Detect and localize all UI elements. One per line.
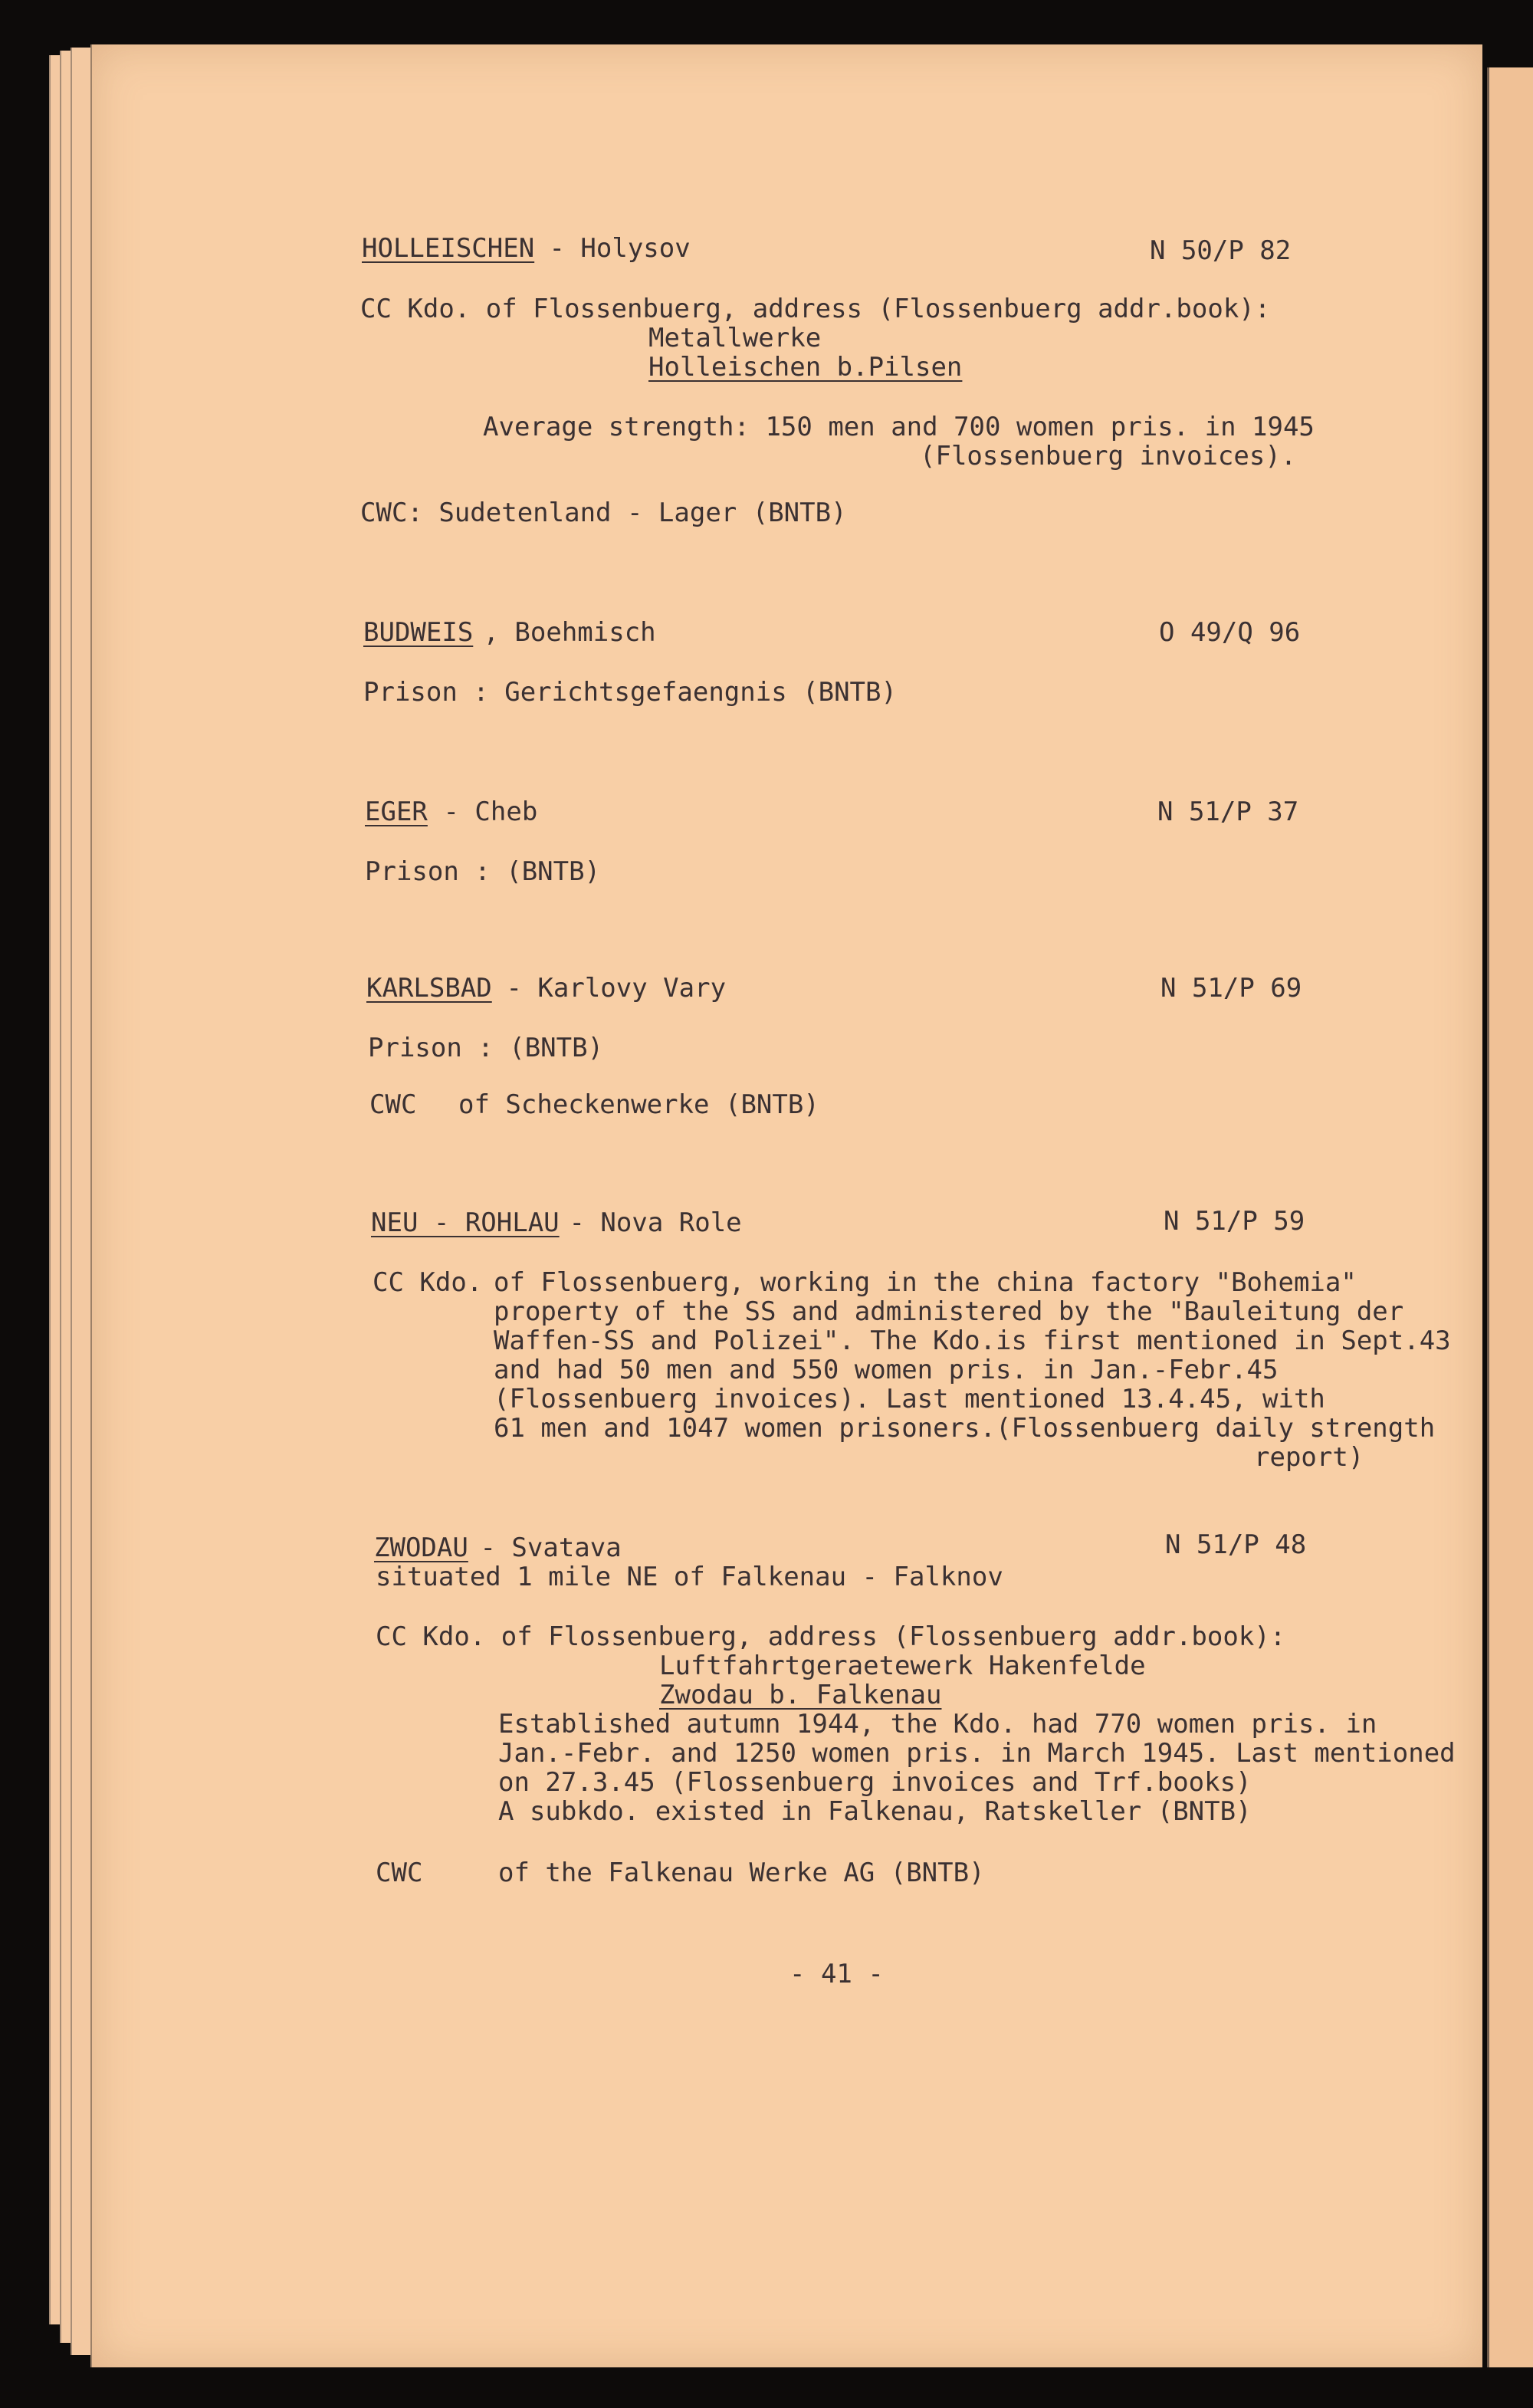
- strength-line: Average strength: 150 men and 700 women pris. in 1945: [483, 412, 1315, 442]
- paragraph-line: 61 men and 1047 women prisoners.(Flossenbuerg daily strength: [494, 1413, 1436, 1444]
- place-alt-name: - Cheb: [428, 797, 538, 827]
- cwc-label: CWC: [376, 1858, 423, 1888]
- strength-line: (Flossenbuerg invoices).: [920, 441, 1297, 471]
- paragraph-line: and had 50 men and 550 women pris. in Jan.-Febr.45: [494, 1355, 1279, 1385]
- cwc-line: CWC: Sudetenland - Lager (BNTB): [360, 498, 847, 528]
- situated-line: situated 1 mile NE of Falkenau - Falknov: [376, 1562, 1003, 1592]
- paragraph-line: Waffen-SS and Polizei". The Kdo.is first mentioned in Sept.43: [494, 1326, 1451, 1356]
- entry-line: CC Kdo. of Flossenbuerg, address (Flossenbuerg addr.book):: [360, 294, 1271, 324]
- entry-line: Prison : Gerichtsgefaengnis (BNTB): [363, 677, 897, 708]
- cwc-text: of Scheckenwerke (BNTB): [458, 1089, 819, 1120]
- place-name: HOLLEISCHEN: [362, 233, 535, 264]
- paragraph-line: Established autumn 1944, the Kdo. had 770 women pris. in: [498, 1709, 1377, 1739]
- entry-line: CC Kdo. of Flossenbuerg, address (Flossenbuerg addr.book):: [376, 1621, 1286, 1652]
- map-reference: N 51/P 48: [1165, 1529, 1307, 1560]
- place-alt-name: - Svatava: [464, 1533, 622, 1563]
- address-line: Metallwerke: [648, 323, 822, 353]
- place-name: BUDWEIS: [363, 617, 474, 648]
- place-name: EGER: [365, 797, 428, 827]
- place-name: ZWODAU: [374, 1533, 468, 1563]
- place-alt-name: - Holysov: [533, 233, 691, 264]
- map-reference: N 51/P 69: [1160, 973, 1302, 1004]
- address-line: Luftfahrtgeraetewerk Hakenfelde: [659, 1651, 1146, 1681]
- map-reference: N 51/P 59: [1164, 1206, 1305, 1237]
- address-line: Holleischen b.Pilsen: [648, 352, 963, 383]
- entry-label: CC Kdo.: [373, 1267, 483, 1298]
- paragraph-line: property of the SS and administered by the "Bauleitung der: [494, 1296, 1404, 1327]
- paragraph-line: A subkdo. existed in Falkenau, Ratskeller (BNTB): [498, 1796, 1252, 1827]
- paragraph-line: Jan.-Febr. and 1250 women pris. in March 1945. Last mentioned: [498, 1738, 1456, 1769]
- map-reference: O 49/Q 96: [1159, 617, 1301, 648]
- paragraph-line: (Flossenbuerg invoices). Last mentioned 13.4.45, with: [494, 1384, 1325, 1414]
- map-reference: N 51/P 37: [1157, 797, 1299, 827]
- entry-line: Prison : (BNTB): [368, 1033, 604, 1063]
- place-alt-name: - Nova Role: [553, 1207, 742, 1238]
- place-name: KARLSBAD: [366, 973, 492, 1004]
- adjacent-page: [1487, 67, 1533, 2367]
- paragraph-line: of Flossenbuerg, working in the china factory "Bohemia": [494, 1267, 1357, 1298]
- paragraph-line: report): [1254, 1442, 1364, 1473]
- entry-line: Prison : (BNTB): [365, 856, 601, 887]
- page-number: - 41 -: [789, 1959, 884, 1989]
- address-line: Zwodau b. Falkenau: [659, 1680, 942, 1710]
- map-reference: N 50/P 82: [1150, 235, 1292, 266]
- place-alt-name: - Karlovy Vary: [491, 973, 727, 1004]
- cwc-label: CWC: [369, 1089, 417, 1120]
- place-alt-name: , Boehmisch: [468, 617, 656, 648]
- paragraph-line: on 27.3.45 (Flossenbuerg invoices and Trf.books): [498, 1767, 1252, 1798]
- place-name: NEU - ROHLAU: [371, 1207, 560, 1238]
- cwc-text: of the Falkenau Werke AG (BNTB): [498, 1858, 985, 1888]
